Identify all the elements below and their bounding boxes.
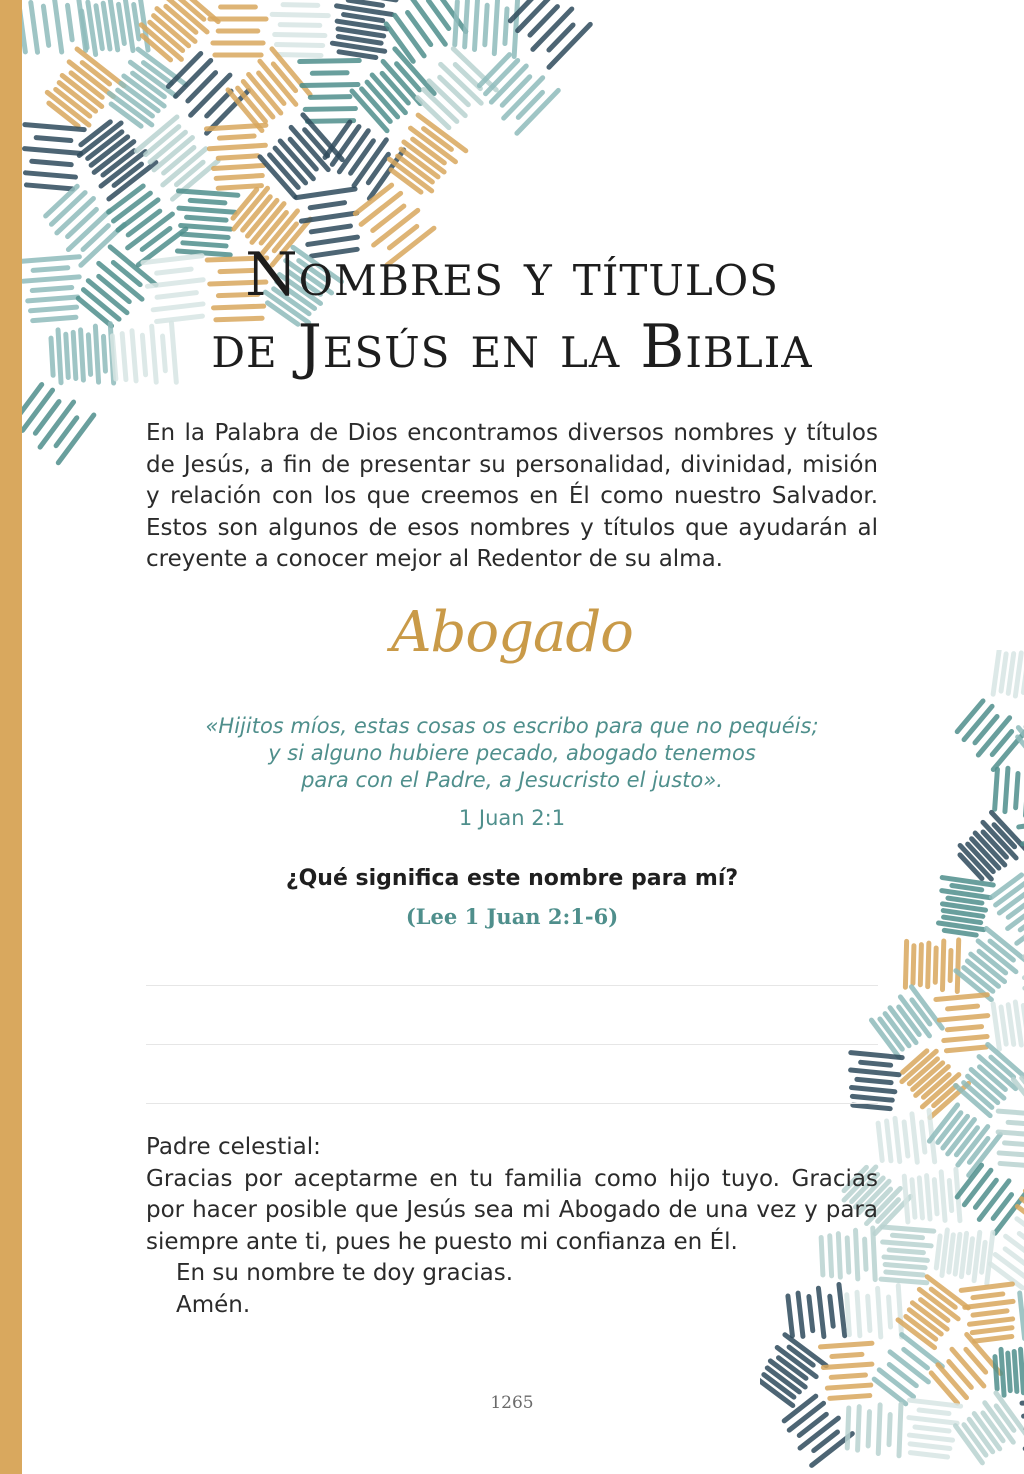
prayer-body: Gracias por aceptarme en tu familia como hijo tuyo. Gracias por hacer posible que Jesús sea mi Abogado de una vez y para siempre ante ti, pues he puesto mi confianza en Él. <box>146 1165 878 1255</box>
page-title-line-2: de Jesús en la Biblia <box>211 312 813 382</box>
page-title-line-1: Nombres y títulos <box>245 240 779 310</box>
writing-line <box>146 1044 878 1045</box>
name-heading: Abogado <box>391 600 633 665</box>
prayer-closing-1: En su nombre te doy gracias. <box>176 1260 514 1286</box>
page-number: 1265 <box>490 1393 534 1413</box>
reading-reference: (Lee 1 Juan 2:1-6) <box>405 904 619 929</box>
intro-paragraph: En la Palabra de Dios encontramos diversos nombres y títulos de Jesús, a fin de presentar su personalidad, divinidad, misión y relación con los que creemos en Él como nuestro Salvador. Estos son algunos de esos nombres y títulos que ayudarán al creyente a conocer mejor al Redentor de su alma. <box>146 420 878 572</box>
verse-line-1: «Hijitos míos, estas cosas os escribo para que no pequéis; <box>205 714 819 738</box>
verse-line-3: para con el Padre, a Jesucristo el justo». <box>301 768 723 792</box>
prayer-closing-2: Amén. <box>176 1291 251 1318</box>
writing-line <box>146 1103 878 1104</box>
verse-line-2: y si alguno hubiere pecado, abogado tenemos <box>268 741 756 765</box>
prayer-salutation: Padre celestial: <box>146 1134 321 1160</box>
reflection-question: ¿Qué significa este nombre para mí? <box>285 866 739 891</box>
writing-line <box>146 985 878 986</box>
verse-reference: 1 Juan 2:1 <box>458 806 566 830</box>
prayer-block <box>146 1132 878 1321</box>
